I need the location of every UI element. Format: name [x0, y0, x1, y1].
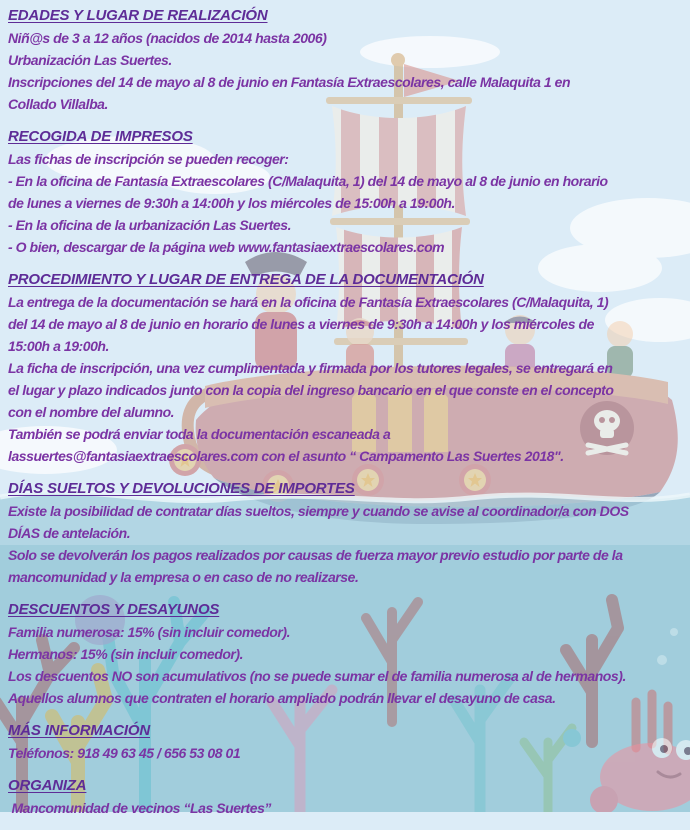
text-line: Collado Villalba. — [8, 96, 108, 112]
section-heading: RECOGIDA DE IMPRESOS — [8, 128, 193, 145]
text-line: Solo se devolverán los pagos realizados por causas de fuerza mayor previo estudio por parte de la — [8, 547, 623, 563]
section-organiza — [8, 775, 682, 819]
text-line: de lunes a viernes de 9:30h a 14:00h y los miércoles de 15:00h a 19:00h. — [8, 195, 455, 211]
text-line: Familia numerosa: 15% (sin incluir comedor). — [8, 624, 291, 640]
section-edades-y-lugar — [8, 5, 682, 115]
text-line: - O bien, descargar de la página web www.fantasiaextraescolares.com — [8, 239, 445, 255]
text-line: DÍAS de antelación. — [8, 525, 131, 541]
section-heading: DÍAS SUELTOS Y DEVOLUCIONES DE IMPORTES — [8, 480, 355, 497]
section-recogida-de-impresos — [8, 126, 682, 258]
text-line: Niñ@s de 3 a 12 años (nacidos de 2014 hasta 2006) — [8, 30, 327, 46]
text-line: Las fichas de inscripción se pueden recoger: — [8, 151, 289, 167]
section-descuentos-desayunos — [8, 599, 682, 709]
text-line: 15:00h a 19:00h. — [8, 338, 109, 354]
text-line: Existe la posibilidad de contratar días sueltos, siempre y cuando se avise al coordinador/a con DOS — [8, 503, 629, 519]
section-heading: DESCUENTOS Y DESAYUNOS — [8, 601, 220, 618]
text-line: mancomunidad y la empresa o en caso de no realizarse. — [8, 569, 359, 585]
text-line: Hermanos: 15% (sin incluir comedor). — [8, 646, 244, 662]
section-heading: PROCEDIMIENTO Y LUGAR DE ENTREGA DE LA DOCUMENTACIÓN — [8, 271, 484, 288]
text-line: con el nombre del alumno. — [8, 404, 175, 420]
section-heading: ORGANIZA — [8, 777, 87, 794]
text-line: Los descuentos NO son acumulativos (no se puede sumar el de familia numerosa al de hermanos). — [8, 668, 626, 684]
section-procedimiento-entrega — [8, 269, 682, 467]
text-line: La ficha de inscripción, una vez cumplimentada y firmada por los tutores legales, se entregará en — [8, 360, 613, 376]
text-line: Aquellos alumnos que contraten el horario ampliado podrán llevar el desayuno de casa. — [8, 690, 556, 706]
text-line: También se podrá enviar toda la documentación escaneada a — [8, 426, 391, 442]
text-line: - En la oficina de la urbanización Las Suertes. — [8, 217, 292, 233]
text-line: Inscripciones del 14 de mayo al 8 de junio en Fantasía Extraescolares, calle Malaquita 1 en — [8, 74, 571, 90]
text-line: lassuertes@fantasiaextraescolares.com con el asunto “ Campamento Las Suertes 2018". — [8, 448, 564, 464]
text-line: el lugar y plazo indicados junto con la copia del ingreso bancario en el que conste en el concepto — [8, 382, 614, 398]
text-line: del 14 de mayo al 8 de junio en horario de lunes a viernes de 9:30h a 14:00h y los miércoles de — [8, 316, 594, 332]
organizer-name: Mancomunidad de vecinos “Las Suertes” — [8, 800, 271, 816]
section-heading: EDADES Y LUGAR DE REALIZACIÓN — [8, 7, 268, 24]
text-line: - En la oficina de Fantasía Extraescolares (C/Malaquita, 1) del 14 de mayo al 8 de junio en horario — [8, 173, 608, 189]
phone-numbers: Teléfonos: 918 49 63 45 / 656 53 08 01 — [8, 745, 241, 761]
section-heading: MÁS INFORMACIÓN — [8, 722, 150, 739]
text-line: La entrega de la documentación se hará en la oficina de Fantasía Extraescolares (C/Malaquita, 1) — [8, 294, 609, 310]
section-mas-informacion — [8, 720, 682, 764]
section-dias-sueltos-devoluciones — [8, 478, 682, 588]
text-line: Urbanización Las Suertes. — [8, 52, 172, 68]
